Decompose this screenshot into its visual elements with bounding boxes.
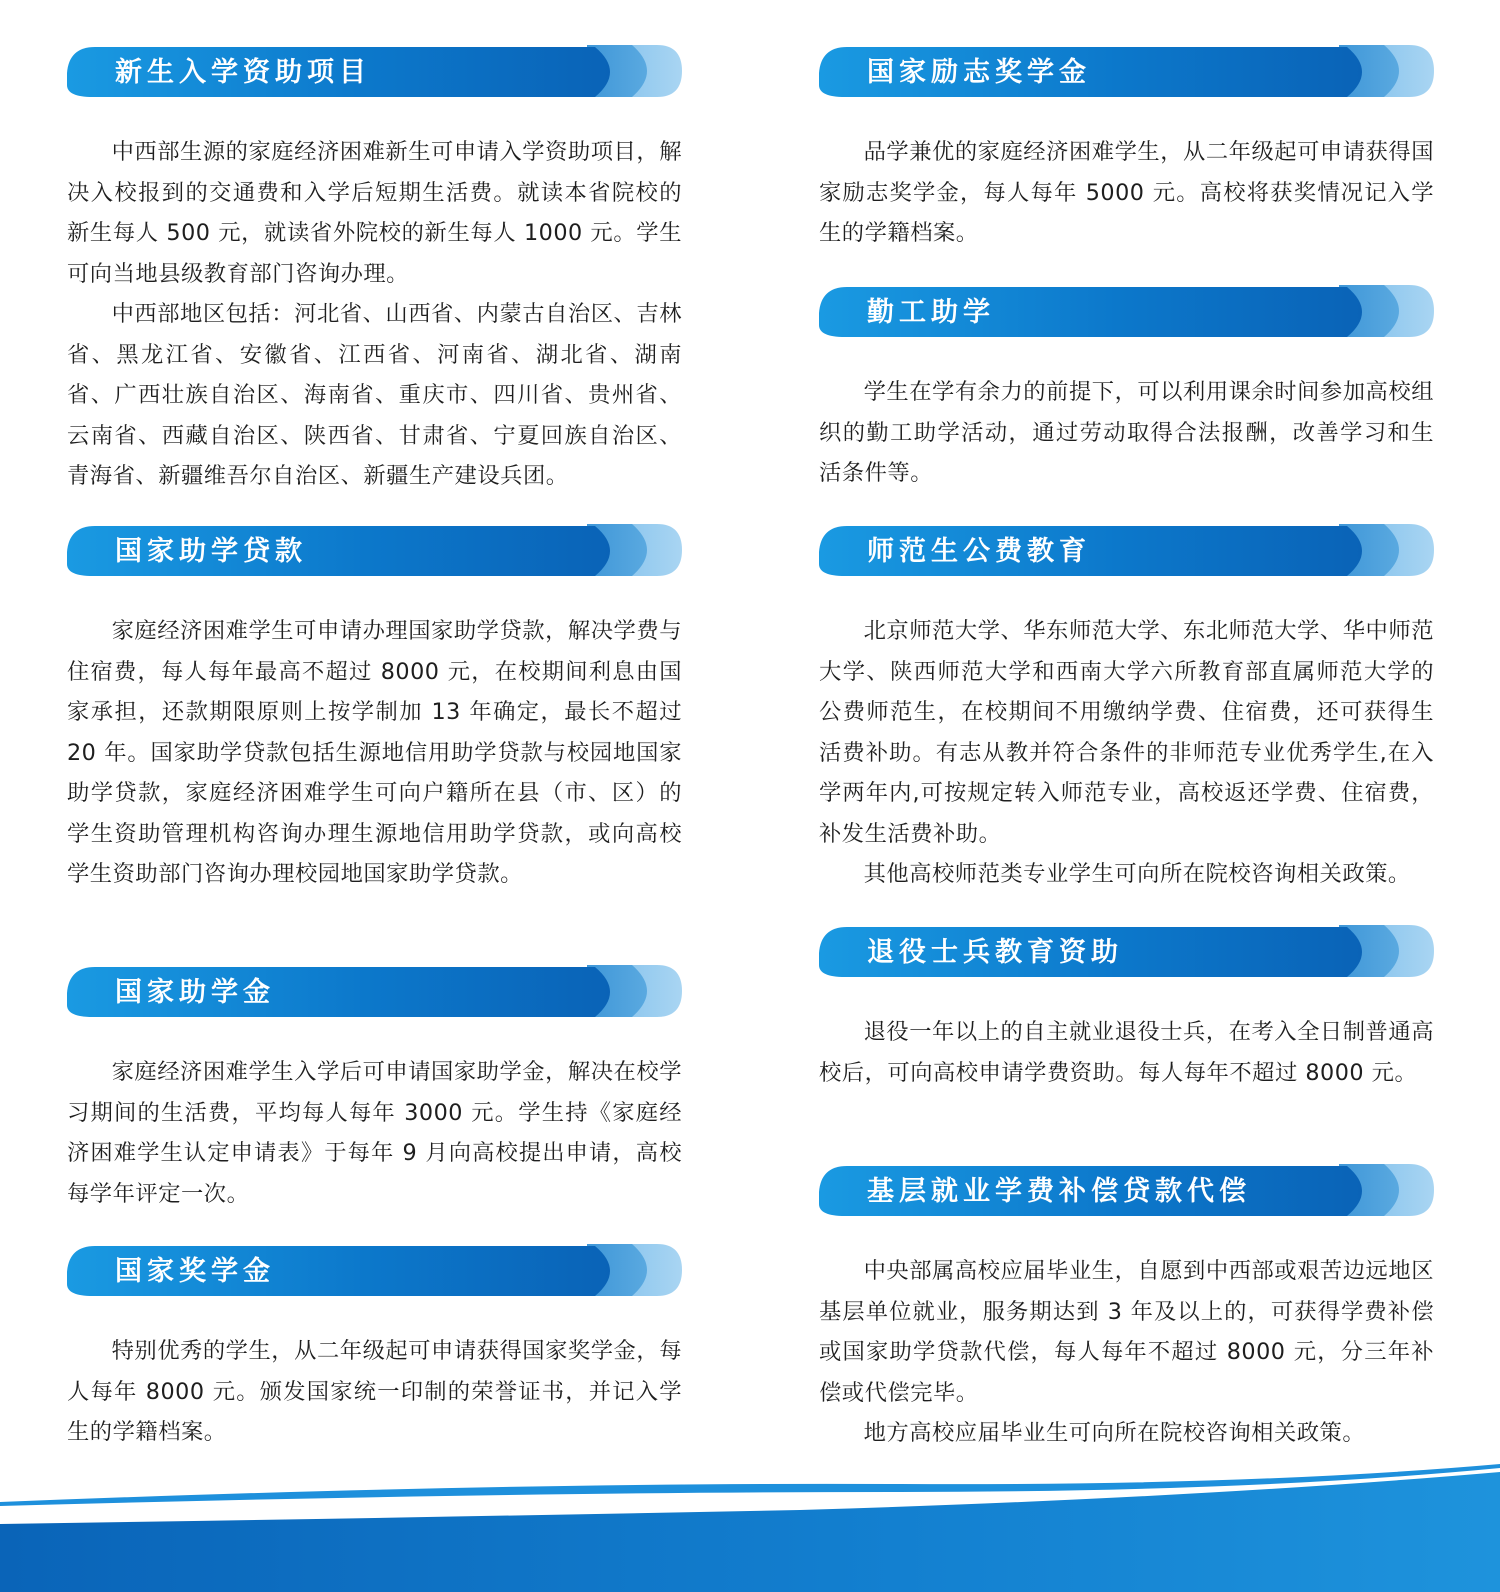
- section-banner: [67, 45, 682, 101]
- section-banner: [819, 925, 1434, 981]
- section-banner: [819, 1164, 1434, 1220]
- section-national-scholarship: [67, 1244, 682, 1453]
- section-banner: [819, 45, 1434, 101]
- section-new-student-aid: [67, 45, 682, 497]
- section-title: 基层就业学费补偿贷款代偿: [867, 1176, 1251, 1207]
- section-title: 退役士兵教育资助: [867, 937, 1123, 968]
- section-title: 国家助学贷款: [115, 536, 307, 567]
- section-paragraph: 学生在学有余力的前提下，可以利用课余时间参加高校组织的勤工助学活动，通过劳动取得合法报酬，改善学习和生活条件等。: [819, 379, 1434, 486]
- section-title: 国家助学金: [115, 977, 275, 1008]
- section-banner: [67, 965, 682, 1021]
- section-encouragement-scholarship: [819, 45, 1434, 254]
- section-banner: [67, 1244, 682, 1300]
- footer-wave: [0, 1462, 1500, 1592]
- section-paragraph: 特别优秀的学生，从二年级起可申请获得国家奖学金，每人每年 8000 元。颁发国家统一印制的荣誉证书，并记入学生的学籍档案。: [67, 1338, 682, 1445]
- section-paragraph: 中央部属高校应届毕业生，自愿到中西部或艰苦边远地区基层单位就业，服务期达到 3 年及以上的，可获得学费补偿或国家助学贷款代偿，每人每年不超过 8000 元，分三年补偿或代偿完毕。: [819, 1258, 1434, 1406]
- section-paragraph: 中西部地区包括：河北省、山西省、内蒙古自治区、吉林省、黑龙江省、安徽省、江西省、河南省、湖北省、湖南省、广西壮族自治区、海南省、重庆市、四川省、贵州省、云南省、西藏自治区、陕西省、甘肃省、宁夏回族自治区、青海省、新疆维吾尔自治区、新疆生产建设兵团。: [67, 301, 682, 489]
- section-paragraph: 中西部生源的家庭经济困难新生可申请入学资助项目，解决入校报到的交通费和入学后短期生活费。就读本省院校的新生每人 500 元，就读省外院校的新生每人 1000 元。学生可向当地县级教育部门咨询办理。: [67, 139, 682, 287]
- section-paragraph: 家庭经济困难学生入学后可申请国家助学金，解决在校学习期间的生活费，平均每人每年 3000 元。学生持《家庭经济困难学生认定申请表》于每年 9 月向高校提出申请，高校每学年评定一次。: [67, 1059, 682, 1207]
- section-title: 勤工助学: [867, 297, 995, 328]
- section-national-student-loan: [67, 524, 682, 895]
- section-veteran-aid: [819, 925, 1434, 1093]
- section-paragraph: 地方高校应届毕业生可向所在院校咨询相关政策。: [863, 1420, 1366, 1446]
- section-paragraph: 品学兼优的家庭经济困难学生，从二年级起可申请获得国家励志奖学金，每人每年 5000 元。高校将获奖情况记入学生的学籍档案。: [819, 139, 1434, 246]
- section-national-grant: [67, 965, 682, 1214]
- section-grassroots-compensation: [819, 1164, 1434, 1454]
- section-title: 师范生公费教育: [867, 536, 1091, 567]
- section-banner: [67, 524, 682, 580]
- section-paragraph: 北京师范大学、华东师范大学、东北师范大学、华中师范大学、陕西师范大学和西南大学六所教育部直属师范大学的公费师范生，在校期间不用缴纳学费、住宿费，还可获得生活费补助。有志从教并符合条件的非师范专业优秀学生,在入学两年内,可按规定转入师范专业，高校返还学费、住宿费，补发生活费补助。: [819, 618, 1434, 847]
- section-banner: [819, 285, 1434, 341]
- section-banner: [819, 524, 1434, 580]
- section-title: 国家奖学金: [115, 1256, 275, 1287]
- section-paragraph: 其他高校师范类专业学生可向所在院校咨询相关政策。: [863, 861, 1411, 887]
- section-paragraph: 家庭经济困难学生可申请办理国家助学贷款，解决学费与住宿费，每人每年最高不超过 8000 元，在校期间利息由国家承担，还款期限原则上按学制加 13 年确定，最长不超过 20 年。国家助学贷款包括生源地信用助学贷款与校园地国家助学贷款，家庭经济困难学生可向户籍所在县（市、区）的学生资助管理机构咨询办理生源地信用助学贷款，或向高校学生资助部门咨询办理校园地国家助学贷款。: [67, 618, 682, 887]
- section-work-study: [819, 285, 1434, 494]
- section-teacher-education: [819, 524, 1434, 895]
- section-paragraph: 退役一年以上的自主就业退役士兵，在考入全日制普通高校后，可向高校申请学费资助。每人每年不超过 8000 元。: [819, 1019, 1434, 1086]
- section-title: 国家励志奖学金: [867, 57, 1091, 88]
- section-title: 新生入学资助项目: [115, 57, 371, 88]
